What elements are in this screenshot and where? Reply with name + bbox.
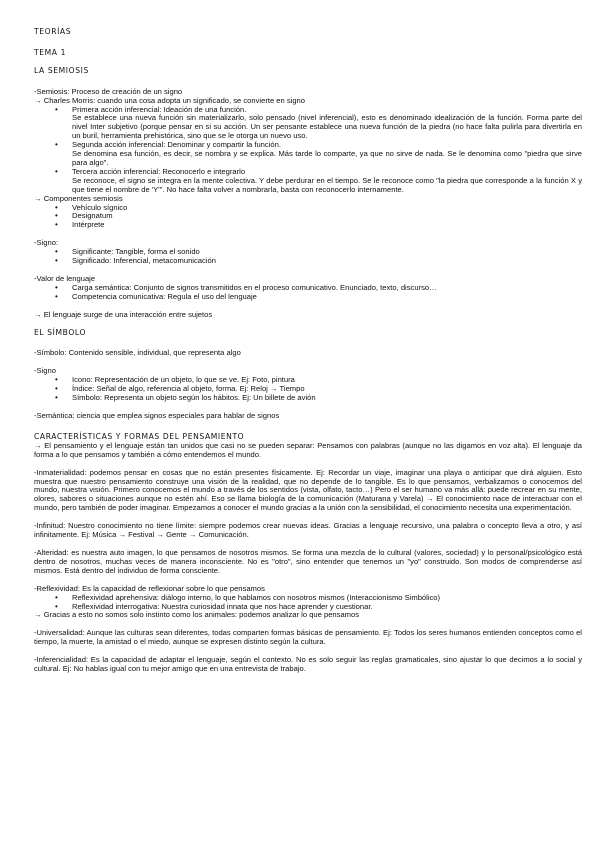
lenguaje-surge-line: → El lenguaje surge de una interacción entre sujetos	[34, 309, 213, 319]
section-heading-simbolo: EL SÍMBOLO	[34, 327, 87, 337]
inferencialidad-paragraph: -Inferencialidad: Es la capacidad de adaptar el lenguaje, según el contexto. No es solo seguir las reglas gramaticales, sino ajustar lo que decimos a lo social y cultural. Ej: No hablas igual con tu mejor amigo que en una entrevista de trabajo.	[34, 655, 582, 674]
list-item: • Significado: Inferencial, metacomunicación	[34, 257, 582, 266]
list-item: • Designatum	[34, 212, 582, 221]
list-item: • Primera acción inferencial: Ideación de una función.	[34, 106, 582, 115]
list-item: • Carga semántica: Conjunto de signos transmitidos en el proceso comunicativo. Enunciado, texto, discurso…	[34, 284, 582, 293]
list-item: • Reflexividad interrogativa: Nuestra curiosidad innata que nos hace aprender y cuestionar.	[34, 603, 582, 612]
alteridad-paragraph: -Alteridad: es nuestra auto imagen, lo que pensamos de nosotros mismos. Se forma una mezcla de lo cultural (valores, sociedad) y lo personal/psicológico está dentro de nosotros, muchas veces de manera inconsciente. No es "otro", sino entender que tenemos un "yo" construido. Son modos de comprenderse así mismos. Está dentro del individuo de forma consciente.	[34, 547, 582, 575]
acciones-list	[34, 106, 582, 115]
document-title: TEORÍAS	[34, 27, 72, 36]
accion-body: Se denomina esa función, es decir, se nombra y se explica. Más tarde lo comparte, ya que no sirve de nada. Se le denomina como "piedra que sirve para algo".	[72, 149, 582, 167]
signo2-list	[34, 376, 582, 403]
list-item: • Competencia comunicativa: Regula el uso del lenguaje	[34, 293, 582, 302]
signo-list	[34, 248, 582, 266]
componentes-heading: → Componentes semiosis	[34, 193, 123, 203]
list-item: • Símbolo: Representa un objeto según los hábitos. Ej: Un billete de avión	[34, 394, 582, 403]
universalidad-paragraph: -Universalidad: Aunque las culturas sean diferentes, todas comparten formas básicas de pensamiento. Ej: Todos los seres humanos entienden conceptos como el tiempo, la muerte, la amistad o el miedo, aunque se expresen distinto según la cultura.	[34, 628, 582, 647]
list-item: • Icono: Representación de un objeto, lo que se ve. Ej: Foto, pintura	[34, 376, 582, 385]
list-item: • Segunda acción inferencial: Denominar y compartir la función.	[34, 141, 582, 150]
morris-line: → Charles Morris: cuando una cosa adopta un significado, se convierte en signo	[34, 95, 305, 105]
list-item: • Índice: Señal de algo, referencia al objeto, forma. Ej: Reloj → Tiempo	[34, 385, 582, 394]
list-item: • Vehículo sígnico	[34, 204, 582, 213]
document-page	[34, 28, 582, 674]
reflexividad-heading: -Reflexividad: Es la capacidad de reflexionar sobre lo que pensamos	[34, 583, 265, 593]
list-item: • Tercera acción inferencial: Reconocerlo e integrarlo	[34, 168, 582, 177]
signo-heading: -Signo:	[34, 238, 59, 248]
list-item: • Intérprete	[34, 221, 582, 230]
pensamiento-intro: → El pensamiento y el lenguaje están tan unidos que casi no se pueden separar: Pensamos con palabras (aunque no las digamos en voz alta). El lenguaje da forma a lo que pensamos y también a cómo entendemos el mundo.	[34, 440, 582, 459]
reflexividad-tail: → Gracias a esto no somos solo instinto como los animales: podemos analizar lo que pensamos	[34, 610, 360, 620]
valor-list	[34, 284, 582, 302]
componentes-list	[34, 204, 582, 231]
inmaterialidad-paragraph: -Inmaterialidad: podemos pensar en cosas que no están presentes físicamente. Ej: Recordar un viaje, imaginar una playa o anticipar que dirá alguien. Esto muestra que nuestro pensamiento construye una visión de la realidad, que no depende de lo tangible. Es lo que pensamos, verbalizamos o conocemos del mundo, nuestra visión. Primero conocemos el mundo a través de los sentidos (vista, olfato, tacto…) Pero el ser humano va más allá: puede recrear en su mente, olores, sabores o situaciones aunque no estén ahí. Eso se llama biología de la comunicación (Maturana y Varela) → El conocimiento nace de interactuar con el mundo, pero también de poder imaginar. Empezamos a conocer el mundo gracias a la unión con la sensibilidad, el conocimiento necesita una experimentación.	[34, 467, 582, 513]
section-heading-pensamiento: CARACTERÍSTICAS Y FORMAS DEL PENSAMIENTO	[34, 431, 245, 441]
accion-body: Se reconoce, el signo se integra en la mente colectiva. Y debe perdurar en el tiempo. Se le reconoce como "la piedra que corresponde a la función X y que tiene el nombre de 'Y'". No hace falta volver a nombrarla, basta con reconocerlo internamente.	[72, 175, 582, 194]
accion-body: Se establece una nueva función sin materializarlo, solo pensado (nivel inferencial), esto es denominado idealización de la función. Forma parte del nivel Inter subjetivo (porque pensar en si su acción. Un ser pensante establece una nueva función de la piedra (no hace falta pulirla para divertirla en un buril, herramienta prehistórica, sino que se le otorga un nuevo uso.	[72, 113, 582, 141]
section-heading-semiosis: LA SEMIOSIS	[34, 65, 89, 75]
infinitud-paragraph: -Infinitud: Nuestro conocimiento no tiene límite: siempre podemos crear nuevas ideas. Gracias a lenguaje recursivo, una palabra o concepto lleva a otro, y así infinitamente. Ej: Música → Festival → Gente → Comunicación.	[34, 521, 582, 540]
list-item: • Significante: Tangible, forma el sonido	[34, 248, 582, 257]
semantica-definition: -Semántica: ciencia que emplea signos especiales para hablar de signos	[34, 411, 280, 420]
tema-heading: TEMA 1	[34, 47, 67, 57]
list-item: • Reflexividad aprehensiva: diálogo interno, lo que hablamos con nosotros mismos (Interaccionismo Simbólico)	[34, 594, 582, 603]
valor-heading: -Valor de lenguaje	[34, 273, 96, 283]
signo2-heading: -Signo	[34, 366, 56, 376]
simbolo-definition: -Símbolo: Contenido sensible, individual, que representa algo	[34, 348, 241, 358]
semiosis-definition: -Semiosis: Proceso de creación de un signo	[34, 86, 183, 96]
reflexividad-list	[34, 594, 582, 612]
